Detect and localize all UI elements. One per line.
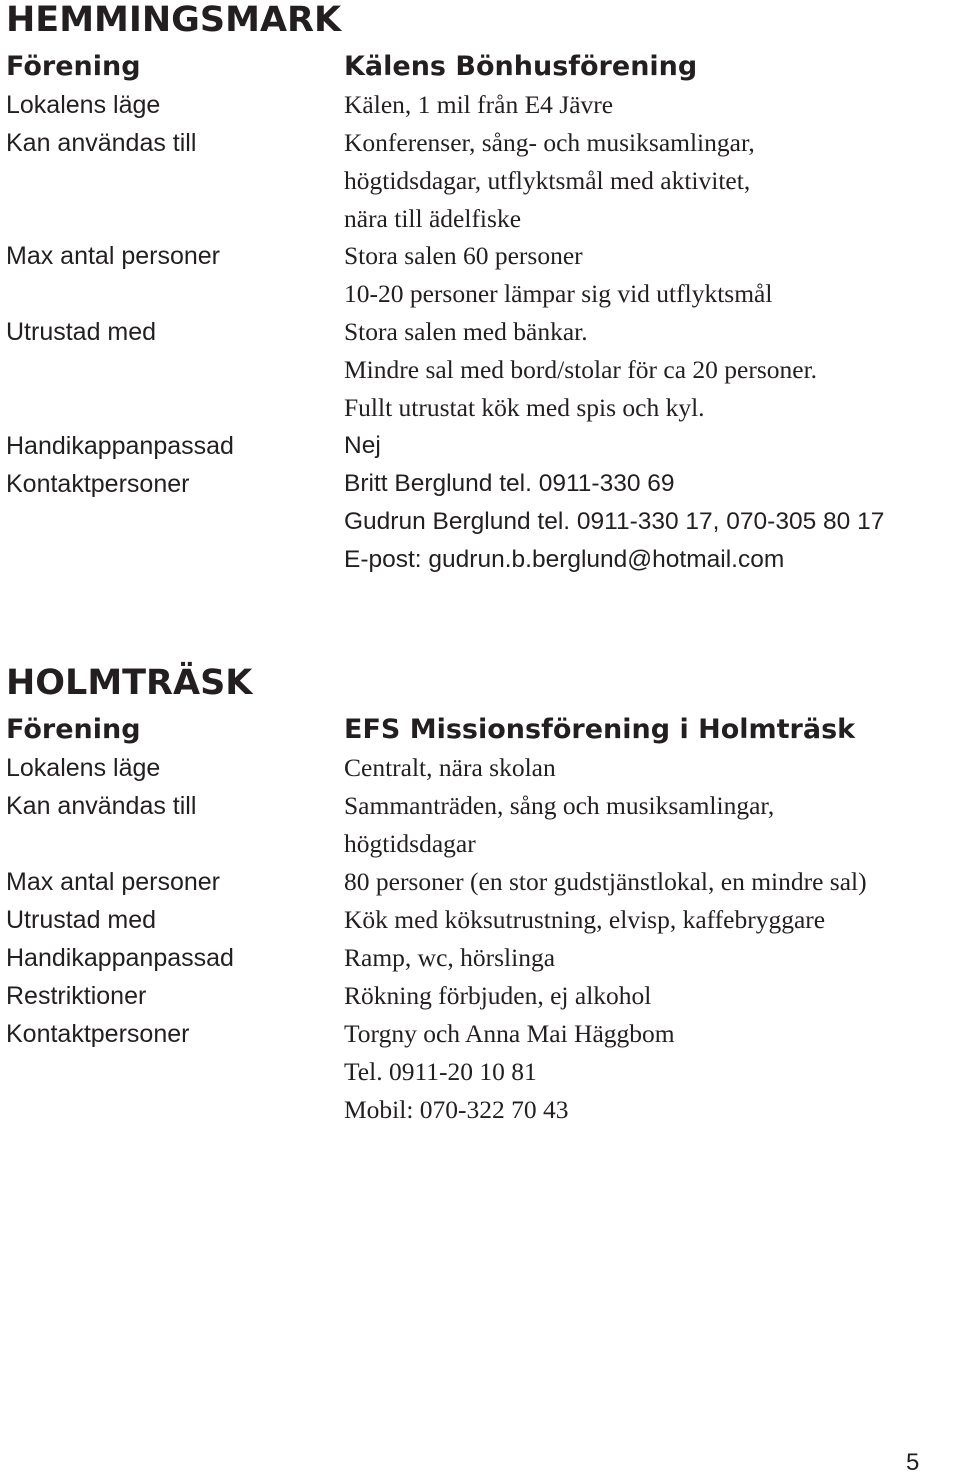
row-label: Handikappanpassad	[6, 432, 234, 460]
value-line: Mindre sal med bord/stolar för ca 20 personer.	[344, 355, 818, 384]
value-line: 10-20 personer lämpar sig vid utflyktsmål	[344, 279, 773, 308]
value-line: Centralt, nära skolan	[344, 753, 556, 782]
row-label: Utrustad med	[6, 906, 157, 934]
row-label: Lokalens läge	[6, 754, 161, 782]
row-label: Kontaktpersoner	[6, 1020, 190, 1048]
section-title: HEMMINGSMARK	[6, 0, 342, 40]
value-line: Stora salen 60 personer	[344, 241, 583, 270]
row-value	[344, 939, 555, 977]
value-line: Nej	[344, 432, 381, 459]
row-label: Förening	[6, 51, 141, 82]
value-line: Konferenser, sång- och musiksamlingar,	[344, 128, 755, 157]
row-value	[344, 48, 697, 86]
value-line: Tel. 0911-20 10 81	[344, 1057, 537, 1086]
value-line: Gudrun Berglund tel. 0911-330 17, 070-305 80 17	[344, 508, 885, 535]
row-value	[344, 313, 817, 427]
value-line: Torgny och Anna Mai Häggbom	[344, 1019, 675, 1048]
value-line: Sammanträden, sång och musiksamlingar,	[344, 791, 775, 820]
value-line: EFS Missionsförening i Holmträsk	[344, 714, 856, 745]
row-label: Kan användas till	[6, 129, 197, 157]
row-label: Kan användas till	[6, 792, 197, 820]
value-line: Kälen, 1 mil från E4 Jävre	[344, 90, 614, 119]
value-line: Kök med köksutrustning, elvisp, kaffebryggare	[344, 905, 826, 934]
row-label: Utrustad med	[6, 318, 157, 346]
row-label: Max antal personer	[6, 868, 221, 896]
row-label: Lokalens läge	[6, 91, 161, 119]
row-value	[344, 787, 774, 863]
value-line: Rökning förbjuden, ej alkohol	[344, 981, 652, 1010]
value-line: Stora salen med bänkar.	[344, 317, 588, 346]
row-value	[344, 124, 755, 238]
value-line: 80 personer (en stor gudstjänstlokal, en mindre sal)	[344, 867, 867, 896]
value-line: Ramp, wc, hörslinga	[344, 943, 556, 972]
row-label: Handikappanpassad	[6, 944, 234, 972]
page-number: 5	[906, 1449, 920, 1476]
row-value	[344, 1015, 675, 1129]
section-title: HOLMTRÄSK	[6, 663, 253, 703]
value-line: högtidsdagar, utflyktsmål med aktivitet,	[344, 166, 751, 195]
row-value	[344, 86, 613, 124]
row-label: Kontaktpersoner	[6, 470, 190, 498]
row-value	[344, 711, 855, 749]
row-value	[344, 977, 651, 1015]
row-value	[344, 749, 556, 787]
row-label: Max antal personer	[6, 242, 221, 270]
row-value	[344, 427, 381, 465]
email-line: E-post: gudrun.b.berglund@hotmail.com	[344, 546, 785, 573]
row-label: Förening	[6, 714, 141, 745]
row-value	[344, 465, 884, 579]
value-line: Britt Berglund tel. 0911-330 69	[344, 470, 675, 497]
value-line: Kälens Bönhusförening	[344, 51, 698, 82]
value-line: Fullt utrustat kök med spis och kyl.	[344, 393, 705, 422]
row-value	[344, 237, 772, 313]
value-line: högtidsdagar	[344, 829, 476, 858]
row-label: Restriktioner	[6, 982, 147, 1010]
value-line: nära till ädelfiske	[344, 204, 522, 233]
row-value	[344, 863, 867, 901]
value-line: Mobil: 070-322 70 43	[344, 1095, 569, 1124]
row-value	[344, 901, 825, 939]
